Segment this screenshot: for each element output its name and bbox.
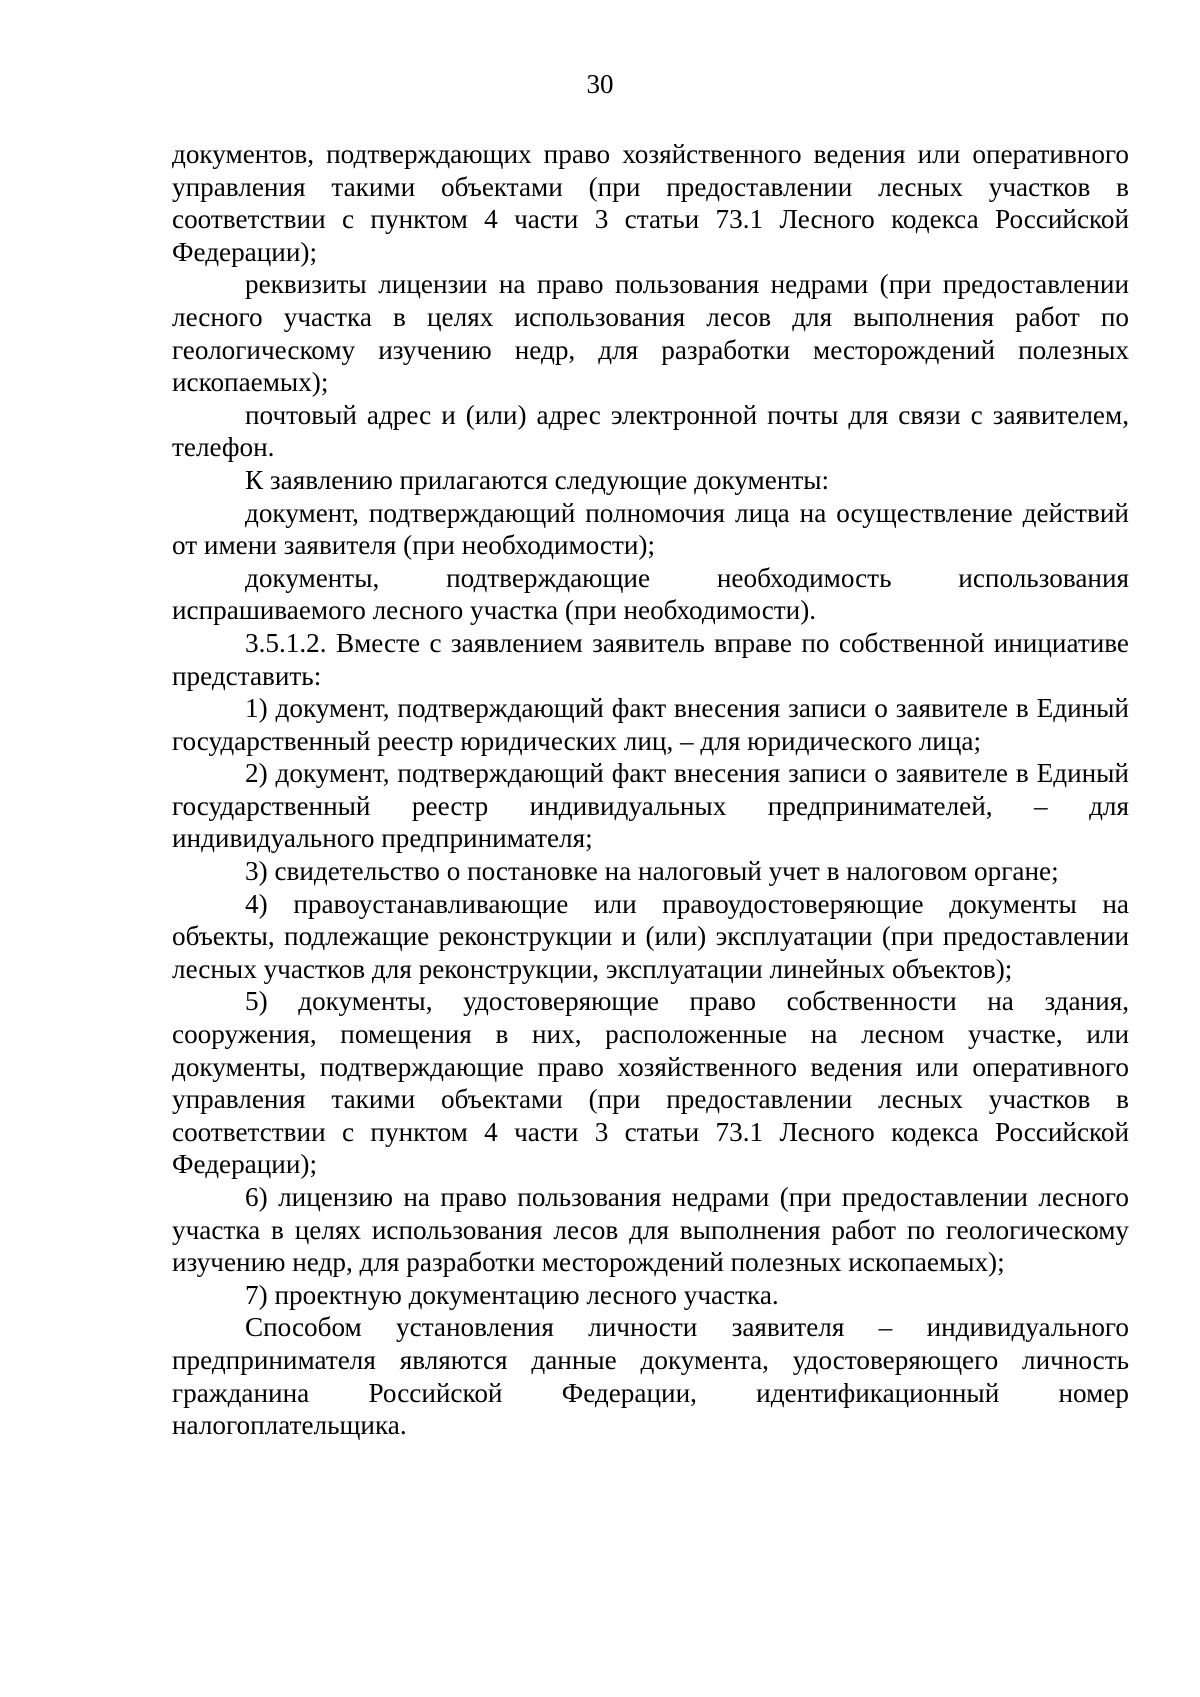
paragraph-identity-method: Способом установления личности заявителя – индивидуального предпринимателя являются данные документа, удостоверяющего личность гражданина Российской Федерации, идентификационный номер налогоплательщика.	[172, 1312, 1129, 1441]
list-item-4: 4) правоустанавливающие или правоудостоверяющие документы на объекты, подлежащие реконструкции и (или) эксплуатации (при предоставлении лесных участков для реконструкции, эксплуатации линейных объектов);	[172, 888, 1129, 984]
paragraph-necessity-documents: документы, подтверждающие необходимость использования испрашиваемого лесного участка (при необходимости).	[172, 562, 1129, 626]
paragraph-attachments-intro: К заявлению прилагаются следующие документы:	[245, 464, 830, 495]
page-number: 30	[586, 69, 614, 99]
list-item-7: 7) проектную документацию лесного участка.	[245, 1279, 779, 1310]
list-item-1: 1) документ, подтверждающий факт внесения записи о заявителе в Единый государственный реестр юридических лиц, – для юридического лица;	[172, 693, 1129, 756]
paragraph-continuation: документов, подтверждающих право хозяйственного ведения или оперативного управления такими объектами (при предоставлении лесных участков в соответствии с пунктом 4 части 3 статьи 73.1 Лесного кодекса Российской Федерации);	[172, 139, 1129, 267]
list-item-3: 3) свидетельство о постановке на налоговый учет в налоговом органе;	[245, 856, 1059, 887]
paragraph-contact-info: почтовый адрес и (или) адрес электронной почты для связи с заявителем, телефон.	[172, 399, 1129, 463]
list-item-5: 5) документы, удостоверяющие право собственности на здания, сооружения, помещения в них, расположенные на лесном участке, или документы, подтверждающие право хозяйственного ведения или оперативного управления такими объектами (при предоставлении лесных участков в соответствии с пунктом 4 части 3 статьи 73.1 Лесного кодекса Российской Федерации);	[172, 986, 1129, 1180]
document-body	[172, 138, 1129, 1442]
paragraph-authority-document: документ, подтверждающий полномочия лица на осуществление действий от имени заявителя (при необходимости);	[172, 497, 1129, 561]
paragraph-section-3-5-1-2: 3.5.1.2. Вместе с заявлением заявитель вправе по собственной инициативе представить:	[172, 627, 1129, 691]
paragraph-license-details: реквизиты лицензии на право пользования недрами (при предоставлении лесного участка в целях использования лесов для выполнения работ по геологическому изучению недр, для разработки месторождений полезных ископаемых);	[172, 269, 1129, 398]
list-item-6: 6) лицензию на право пользования недрами (при предоставлении лесного участка в целях использования лесов для выполнения работ по геологическому изучению недр, для разработки месторождений полезных ископаемых);	[172, 1182, 1129, 1278]
list-item-2: 2) документ, подтверждающий факт внесения записи о заявителе в Единый государственный реестр индивидуальных предпринимателей, – для индивидуального предпринимателя;	[172, 758, 1129, 854]
